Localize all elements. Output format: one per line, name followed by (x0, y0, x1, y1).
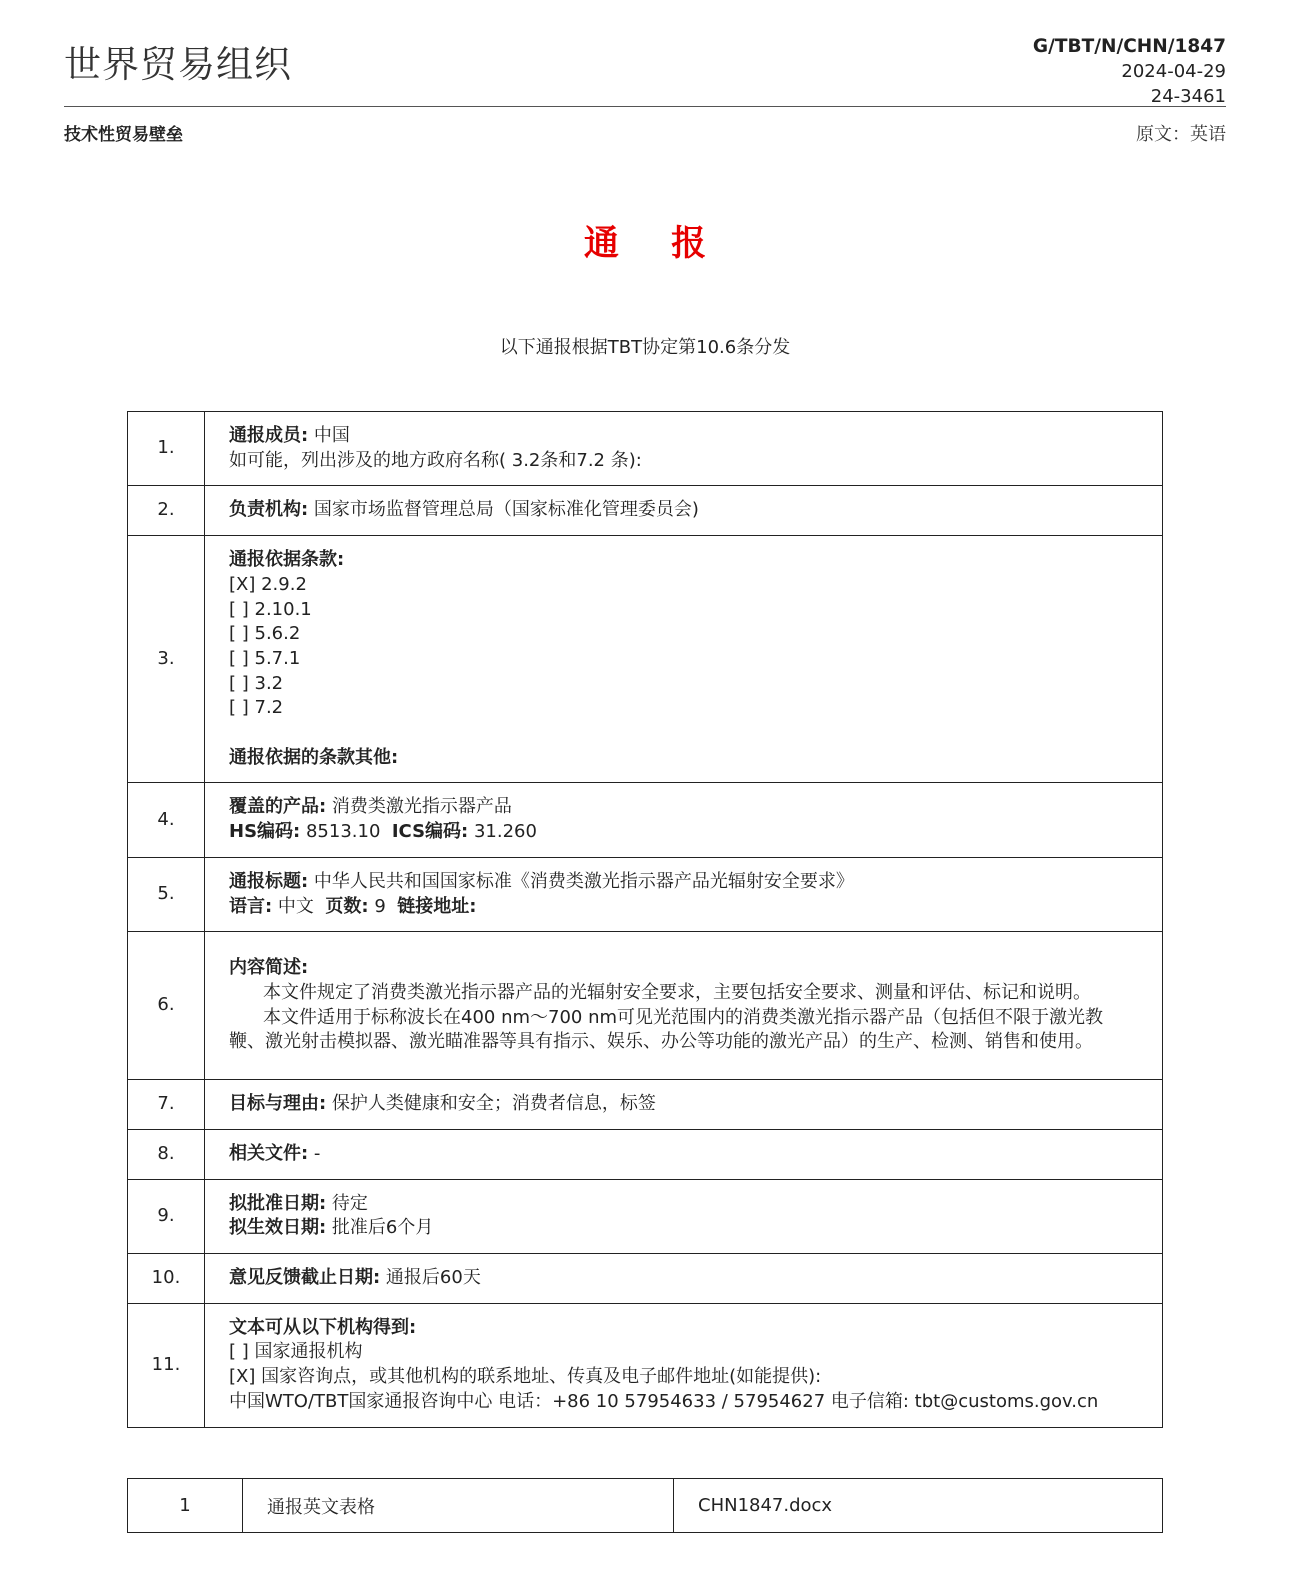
original-language: 原文：英语 (1136, 124, 1226, 145)
attachment-index: 1 (128, 1479, 243, 1533)
row-content (205, 783, 1163, 857)
deadline-value: 通报后60天 (380, 1267, 481, 1289)
related-docs-value: - (308, 1142, 321, 1164)
row-content (205, 1179, 1163, 1253)
basis-option: [ ] 5.6.2 (229, 623, 301, 645)
ics-value: 31.260 (468, 821, 537, 843)
table-row (128, 486, 1163, 536)
products-label: 覆盖的产品: (229, 796, 327, 818)
language-label: 语言: (229, 895, 273, 917)
basis-label: 通报依据条款: (229, 549, 345, 571)
member-line (229, 424, 1138, 449)
language-line (229, 895, 1138, 920)
committee-name: 技术性贸易壁垒 (64, 125, 183, 145)
row-number: 4. (128, 783, 205, 857)
effective-label: 拟生效日期: (229, 1217, 327, 1239)
hs-value: 8513.10 (300, 821, 381, 843)
table-row (128, 1129, 1163, 1179)
title-line (229, 870, 1138, 895)
ics-label: ICS编码: (391, 821, 469, 843)
basis-option: [ ] 3.2 (229, 672, 284, 694)
description-paragraph: 本文件规定了消费类激光指示器产品的光辐射安全要求，主要包括安全要求、测量和评估、标记和说明。 (263, 982, 1091, 1004)
approval-line (229, 1192, 1138, 1217)
basis-option: [X] 2.9.2 (229, 573, 307, 595)
table-row (128, 783, 1163, 857)
row-number: 6. (128, 932, 205, 1080)
pages-label: 页数: (325, 895, 369, 917)
description-label: 内容简述: (229, 957, 309, 979)
notification-table (127, 411, 1163, 1428)
notice-intro: 以下通报根据TBT协定第10.6条分发 (499, 337, 791, 358)
effective-value: 批准后6个月 (326, 1217, 434, 1239)
row-content (205, 1254, 1163, 1304)
notice-heading: 通 报 (583, 224, 727, 264)
objective-label: 目标与理由: (229, 1093, 327, 1115)
spacer (229, 721, 1138, 746)
agency-value: 国家市场监督管理总局（国家标准化管理委员会) (308, 499, 699, 521)
row-content (205, 536, 1163, 783)
row-number: 3. (128, 536, 205, 783)
document-ref-number: 24-3461 (1150, 86, 1226, 107)
deadline-label: 意见反馈截止日期: (229, 1267, 381, 1289)
title-value: 中华人民共和国国家标准《消费类激光指示器产品光辐射安全要求》 (308, 870, 854, 892)
row-content (205, 1129, 1163, 1179)
basis-other-label: 通报依据的条款其他: (229, 746, 399, 768)
document-meta (1033, 34, 1226, 109)
attachment-name: 通报英文表格 (243, 1479, 674, 1533)
language-value: 中文 (272, 895, 320, 917)
objective-value: 保护人类健康和安全；消费者信息，标签 (326, 1093, 656, 1115)
attachment-file-link[interactable]: CHN1847.docx (674, 1479, 1163, 1533)
table-row (128, 857, 1163, 931)
row-content (205, 486, 1163, 536)
row-content (205, 932, 1163, 1080)
basis-option: [ ] 5.7.1 (229, 647, 301, 669)
attachment-row (128, 1479, 1163, 1533)
availability-option: [X] 国家咨询点，或其他机构的联系地址、传真及电子邮件地址(如能提供): (229, 1366, 822, 1388)
hs-label: HS编码: (229, 821, 301, 843)
row-number: 2. (128, 486, 205, 536)
approval-value: 待定 (326, 1192, 368, 1214)
pages-value: 9 (368, 895, 392, 917)
basis-option: [ ] 7.2 (229, 697, 284, 719)
row-number: 9. (128, 1179, 205, 1253)
row-number: 11. (128, 1303, 205, 1427)
products-line (229, 795, 1138, 820)
attachment-table (127, 1478, 1163, 1533)
row-number: 10. (128, 1254, 205, 1304)
title-label: 通报标题: (229, 870, 309, 892)
member-value: 中国 (308, 425, 350, 446)
description-paragraph: 本文件适用于标称波长在400 nm～700 nm可见光范围内的消费类激光指示器产品（包括但不限于激光教鞭、激光射击模拟器、激光瞄准器等具有指示、娱乐、办公等功能的激光产品）的生产、检测、销售和使用。 (229, 1006, 1104, 1053)
approval-label: 拟批准日期: (229, 1192, 327, 1214)
row-number: 5. (128, 857, 205, 931)
table-row (128, 1303, 1163, 1427)
table-row (128, 932, 1163, 1080)
table-row (128, 412, 1163, 486)
row-content (205, 1080, 1163, 1130)
document-symbol: G/TBT/N/CHN/1847 (1032, 36, 1226, 57)
effective-line (229, 1216, 1138, 1241)
basis-option: [ ] 2.10.1 (229, 598, 312, 620)
document-date: 2024-04-29 (1121, 61, 1226, 82)
availability-option: [ ] 国家通报机构 (229, 1341, 363, 1363)
table-row (128, 536, 1163, 783)
local-gov-line: 如可能，列出涉及的地方政府名称( 3.2条和7.2 条): (229, 449, 642, 471)
table-row (128, 1254, 1163, 1304)
contact-info: 中国WTO/TBT国家通报咨询中心 电话：+86 10 57954633 / 57954627 电子信箱: tbt@customs.gov.cn (229, 1390, 1099, 1412)
link-label: 链接地址: (397, 895, 477, 917)
row-number: 8. (128, 1129, 205, 1179)
row-content (205, 857, 1163, 931)
member-label: 通报成员: (229, 425, 309, 446)
related-docs-label: 相关文件: (229, 1142, 309, 1164)
header-divider (64, 106, 1226, 107)
table-row (128, 1179, 1163, 1253)
table-row (128, 1080, 1163, 1130)
codes-line (229, 820, 1138, 845)
agency-label: 负责机构: (229, 499, 309, 521)
availability-label: 文本可从以下机构得到: (229, 1316, 417, 1338)
org-name: 世界贸易组织 (64, 43, 292, 86)
products-value: 消费类激光指示器产品 (326, 796, 512, 818)
row-content (205, 1303, 1163, 1427)
row-content (205, 412, 1163, 486)
row-number: 1. (128, 412, 205, 486)
row-number: 7. (128, 1080, 205, 1130)
